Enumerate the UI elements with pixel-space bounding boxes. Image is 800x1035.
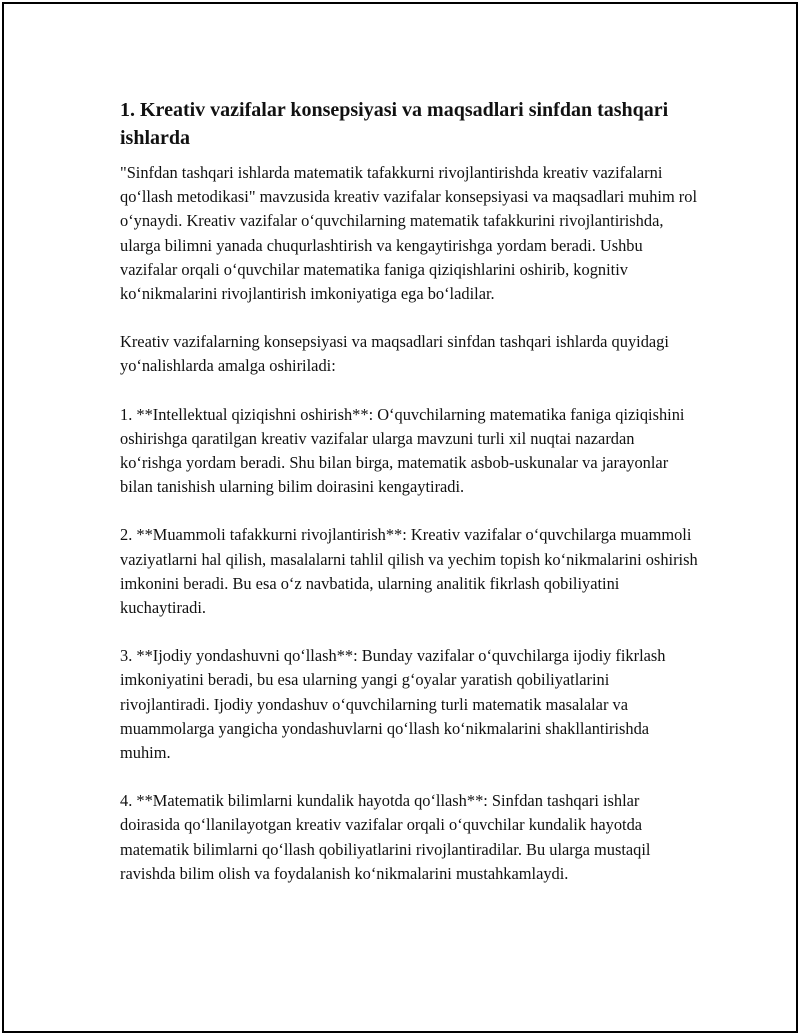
list-item-2-paragraph: 2. **Muammoli tafakkurni rivojlantirish**: Kreativ vazifalar o‘quvchilarga muammoli vaziyatlarni hal qilish, masalalarni tahlil qilish va yechim topish ko‘nikmalarini oshirish imkonini beradi. Bu esa o‘z navbatida, ularning analitik fikrlash qobiliyatini kuchaytiradi.	[120, 525, 698, 618]
lead-in-paragraph: Kreativ vazifalarning konsepsiyasi va maqsadlari sinfdan tashqari ishlarda quyidagi yo‘nalishlarda amalga oshiriladi:	[120, 332, 669, 376]
list-item-4-paragraph: 4. **Matematik bilimlarni kundalik hayotda qo‘llash**: Sinfdan tashqari ishlar doirasida qo‘llanilayotgan kreativ vazifalar orqali o‘quvchilar kundalik hayotda matematik bilimlarni qo‘llash qobiliyatlarini rivojlantiradilar. Bu ularga mustaqil ravishda bilim olish va foydalanish ko‘nikmalarini mustahkamlaydi.	[120, 791, 651, 883]
document-content	[120, 96, 700, 910]
intro-paragraph: "Sinfdan tashqari ishlarda matematik tafakkurni rivojlantirishda kreativ vazifalarni qo‘llash metodikasi" mavzusida kreativ vazifalar konsepsiyasi va maqsadlari muhim rol o‘ynaydi. Kreativ vazifalar o‘quvchilarning matematik tafakkurini rivojlantirishda, ularga bilimni yanada chuqurlashtirish va kengaytirishga yordam beradi. Ushbu vazifalar orqali o‘quvchilar matematika faniga qiziqishlarini oshirib, kognitiv ko‘nikmalarini rivojlantirish imkoniyatiga ega bo‘ladilar.	[120, 163, 698, 304]
document-page	[2, 2, 798, 1033]
section-heading: 1. Kreativ vazifalar konsepsiyasi va maqsadlari sinfdan tashqari ishlarda	[120, 99, 669, 149]
list-item-1-paragraph: 1. **Intellektual qiziqishni oshirish**: O‘quvchilarning matematika faniga qiziqishini oshirishga qaratilgan kreativ vazifalar ularga mavzuni turli xil nuqtai nazardan ko‘rishga yordam beradi. Shu bilan birga, matematik asbob-uskunalar va jarayonlar bilan tanishish ularning bilim doirasini kengaytiradi.	[120, 404, 685, 497]
list-item-3-paragraph: 3. **Ijodiy yondashuvni qo‘llash**: Bunday vazifalar o‘quvchilarga ijodiy fikrlash imkoniyatini beradi, bu esa ularning yangi g‘oyalar yaratish qobiliyatlarini rivojlantiradi. Ijodiy yondashuv o‘quvchilarning turli matematik masalalar va muammolarga yangicha yondashuvlarni qo‘llash ko‘nikmalarini shakllantirishda muhim.	[120, 646, 666, 763]
